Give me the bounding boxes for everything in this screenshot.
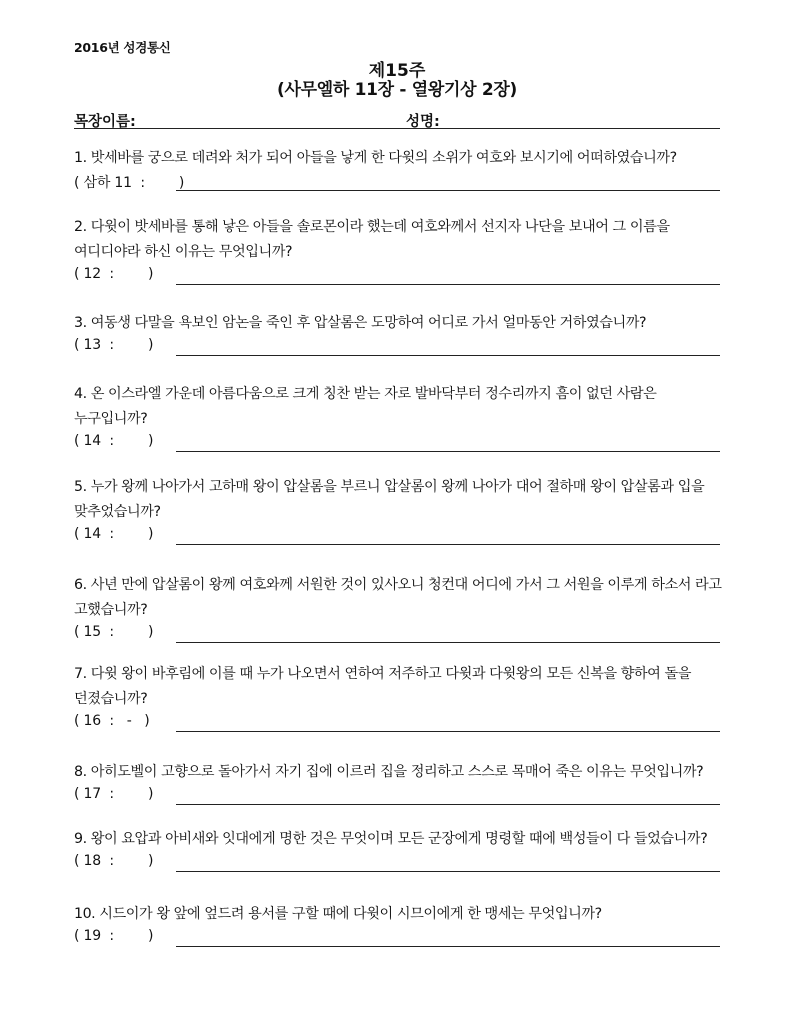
question-text: 6. 사년 만에 압살롬이 왕께 여호와께 서원한 것이 있사오니 청컨대 어디에 가서 그 서원을 이루게 하소서 라고 고했습니까? — [74, 577, 722, 618]
question-10 — [74, 902, 726, 949]
answer-line[interactable] — [176, 190, 720, 191]
question-text: 3. 여동생 다말을 욕보인 암논을 죽인 후 압살롬은 도망하여 어디로 가서 얼마동안 거하였습니까? — [74, 315, 647, 331]
answer-row — [74, 712, 726, 734]
answer-row — [74, 623, 726, 645]
answer-row — [74, 265, 726, 287]
name-label: 성명: — [406, 114, 440, 130]
info-row — [74, 108, 720, 129]
question-3 — [74, 311, 726, 358]
answer-line[interactable] — [176, 871, 720, 872]
question-7 — [74, 662, 726, 734]
answer-row — [74, 852, 726, 874]
question-4 — [74, 382, 726, 454]
answer-line[interactable] — [176, 284, 720, 285]
year-header: 2016년 성경통신 — [74, 40, 171, 55]
question-2 — [74, 215, 726, 287]
answer-line[interactable] — [176, 946, 720, 947]
leader-label: 목장이름: — [74, 114, 136, 130]
question-text: 2. 다윗이 밧세바를 통해 낳은 아들을 솔로몬이라 했는데 여호와께서 선지자 나단을 보내어 그 이름을 여디디야라 하신 이유는 무엇입니까? — [74, 219, 670, 260]
question-5 — [74, 475, 726, 547]
verse-reference: ( 12 : ) — [74, 266, 154, 282]
question-text: 8. 아히도벨이 고향으로 돌아가서 자기 집에 이르러 집을 정리하고 스스로 목매어 죽은 이유는 무엇입니까? — [74, 764, 704, 780]
question-text: 10. 시드이가 왕 앞에 엎드려 용서를 구할 때에 다윗이 시므이에게 한 맹세는 무엇입니까? — [74, 906, 602, 922]
answer-line[interactable] — [176, 544, 720, 545]
verse-reference: ( 15 : ) — [74, 624, 154, 640]
week-title: 제15주 — [368, 61, 426, 81]
chapter-range-title: (사무엘하 11장 - 열왕기상 2장) — [277, 80, 517, 100]
answer-row — [74, 785, 726, 807]
question-text: 1. 밧세바를 궁으로 데려와 처가 되어 아들을 낳게 한 다윗의 소위가 여호와 보시기에 어떠하였습니까? — [74, 150, 677, 166]
verse-reference: ( 16 : - ) — [74, 713, 150, 729]
question-1 — [74, 146, 726, 193]
answer-line[interactable] — [176, 804, 720, 805]
answer-row — [74, 432, 726, 454]
answer-line[interactable] — [176, 451, 720, 452]
answer-line[interactable] — [176, 355, 720, 356]
question-text: 4. 온 이스라엘 가운데 아름다움으로 크게 칭찬 받는 자로 발바닥부터 정수리까지 흠이 없던 사람은 누구입니까? — [74, 386, 657, 427]
answer-line[interactable] — [176, 731, 720, 732]
verse-reference: ( 19 : ) — [74, 928, 154, 944]
question-text: 9. 왕이 요압과 아비새와 잇대에게 명한 것은 무엇이며 모든 군장에게 명령할 때에 백성들이 다 들었습니까? — [74, 831, 708, 847]
verse-reference: ( 삼하 11 : ) — [74, 175, 185, 191]
answer-row — [74, 336, 726, 358]
question-6 — [74, 573, 726, 645]
question-text: 5. 누가 왕께 나아가서 고하매 왕이 압살롬을 부르니 압살롬이 왕께 나아가 대어 절하매 왕이 압살롬과 입을 맞추었습니까? — [74, 479, 705, 520]
question-8 — [74, 760, 726, 807]
verse-reference: ( 17 : ) — [74, 786, 154, 802]
answer-line[interactable] — [176, 642, 720, 643]
answer-row — [74, 525, 726, 547]
verse-reference: ( 14 : ) — [74, 433, 154, 449]
verse-reference: ( 18 : ) — [74, 853, 154, 869]
verse-reference: ( 13 : ) — [74, 337, 154, 353]
answer-row — [74, 171, 726, 193]
question-text: 7. 다윗 왕이 바후림에 이를 때 누가 나오면서 연하여 저주하고 다윗과 다윗왕의 모든 신복을 향하여 돌을 던졌습니까? — [74, 666, 691, 707]
verse-reference: ( 14 : ) — [74, 526, 154, 542]
answer-row — [74, 927, 726, 949]
question-9 — [74, 827, 726, 874]
